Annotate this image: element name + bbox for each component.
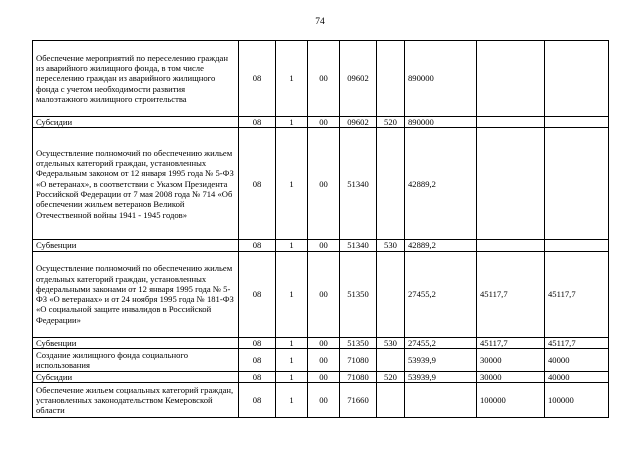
- cell-code-1: 00: [308, 240, 340, 251]
- cell-code-2: 51340: [340, 128, 377, 240]
- cell-subsection: 1: [276, 371, 308, 382]
- cell-subsection: 1: [276, 337, 308, 348]
- cell-expense-type: 520: [377, 117, 405, 128]
- row-name: Субсидии: [33, 371, 239, 382]
- row-name: Обеспечение мероприятий по переселению граждан из аварийного жилищного фонда, в том числе переселению граждан из аварийного жилищного фонда с учетом необходимости развития малоэтажного жилищного строительства: [33, 41, 239, 117]
- budget-table: [32, 40, 609, 418]
- cell-value-2: [477, 41, 545, 117]
- cell-expense-type: 530: [377, 337, 405, 348]
- cell-code-2: 51350: [340, 251, 377, 337]
- cell-value-1: 42889,2: [405, 128, 477, 240]
- cell-value-1: 42889,2: [405, 240, 477, 251]
- cell-value-1: [405, 383, 477, 418]
- cell-expense-type: [377, 251, 405, 337]
- cell-code-2: 51350: [340, 337, 377, 348]
- cell-value-3: [545, 240, 609, 251]
- cell-expense-type: [377, 383, 405, 418]
- cell-code-2: 09602: [340, 117, 377, 128]
- table-row: [33, 41, 609, 117]
- table-row: [33, 348, 609, 371]
- cell-code-1: 00: [308, 251, 340, 337]
- cell-section: 08: [239, 348, 276, 371]
- cell-expense-type: 530: [377, 240, 405, 251]
- cell-code-1: 00: [308, 383, 340, 418]
- cell-code-1: 00: [308, 117, 340, 128]
- cell-subsection: 1: [276, 117, 308, 128]
- page-number: 74: [315, 17, 325, 27]
- row-name: Субсидии: [33, 117, 239, 128]
- cell-value-1: 27455,2: [405, 251, 477, 337]
- cell-expense-type: [377, 128, 405, 240]
- cell-section: 08: [239, 371, 276, 382]
- table-row: [33, 383, 609, 418]
- cell-code-2: 71660: [340, 383, 377, 418]
- cell-code-1: 00: [308, 371, 340, 382]
- cell-code-1: 00: [308, 337, 340, 348]
- cell-expense-type: 520: [377, 371, 405, 382]
- cell-code-1: 00: [308, 348, 340, 371]
- table-row: [33, 337, 609, 348]
- cell-value-2: [477, 240, 545, 251]
- cell-expense-type: [377, 41, 405, 117]
- cell-value-2: 30000: [477, 371, 545, 382]
- cell-value-3: 40000: [545, 348, 609, 371]
- cell-code-2: 51340: [340, 240, 377, 251]
- cell-section: 08: [239, 337, 276, 348]
- cell-value-3: [545, 117, 609, 128]
- cell-value-1: 27455,2: [405, 337, 477, 348]
- row-name: Создание жилищного фонда социального использования: [33, 348, 239, 371]
- cell-value-1: 53939,9: [405, 371, 477, 382]
- cell-value-2: [477, 117, 545, 128]
- cell-section: 08: [239, 117, 276, 128]
- row-name: Осуществление полномочий по обеспечению жильем отдельных категорий граждан, установленных федеральными законами от 12 января 1995 года № 5-ФЗ «О ветеранах» и от 24 ноября 1995 года № 181-ФЗ «О социальной защите инвалидов в Российской Федерации»: [33, 251, 239, 337]
- cell-section: 08: [239, 383, 276, 418]
- table-row: [33, 117, 609, 128]
- cell-value-3: 100000: [545, 383, 609, 418]
- cell-subsection: 1: [276, 41, 308, 117]
- cell-subsection: 1: [276, 240, 308, 251]
- cell-code-2: 09602: [340, 41, 377, 117]
- cell-subsection: 1: [276, 128, 308, 240]
- row-name: Субвенции: [33, 240, 239, 251]
- cell-value-3: [545, 128, 609, 240]
- cell-value-3: 45117,7: [545, 251, 609, 337]
- table-row: [33, 240, 609, 251]
- table-row: [33, 128, 609, 240]
- table-row: [33, 251, 609, 337]
- cell-value-1: 53939,9: [405, 348, 477, 371]
- cell-section: 08: [239, 240, 276, 251]
- cell-section: 08: [239, 251, 276, 337]
- cell-subsection: 1: [276, 251, 308, 337]
- cell-value-2: 30000: [477, 348, 545, 371]
- row-name: Субвенции: [33, 337, 239, 348]
- cell-code-2: 71080: [340, 371, 377, 382]
- cell-value-3: [545, 41, 609, 117]
- row-name: Обеспечение жильем социальных категорий граждан, установленных законодательством Кемеровской области: [33, 383, 239, 418]
- cell-value-2: 45117,7: [477, 251, 545, 337]
- cell-subsection: 1: [276, 348, 308, 371]
- cell-value-2: 45117,7: [477, 337, 545, 348]
- cell-code-1: 00: [308, 41, 340, 117]
- cell-value-3: 45117,7: [545, 337, 609, 348]
- cell-value-3: 40000: [545, 371, 609, 382]
- cell-section: 08: [239, 41, 276, 117]
- cell-value-2: [477, 128, 545, 240]
- cell-section: 08: [239, 128, 276, 240]
- cell-code-1: 00: [308, 128, 340, 240]
- row-name: Осуществление полномочий по обеспечению жильем отдельных категорий граждан, установленных Федеральным законом от 12 января 1995 года № 5-ФЗ «О ветеранах», в соответствии с Указом Президента Российской Федерации от 7 мая 2008 года № 714 «Об обеспечении жильем ветеранов Великой Отечественной войны 1941 - 1945 годов»: [33, 128, 239, 240]
- table-row: [33, 371, 609, 382]
- cell-subsection: 1: [276, 383, 308, 418]
- cell-value-2: 100000: [477, 383, 545, 418]
- cell-value-1: 890000: [405, 117, 477, 128]
- cell-expense-type: [377, 348, 405, 371]
- cell-code-2: 71080: [340, 348, 377, 371]
- cell-value-1: 890000: [405, 41, 477, 117]
